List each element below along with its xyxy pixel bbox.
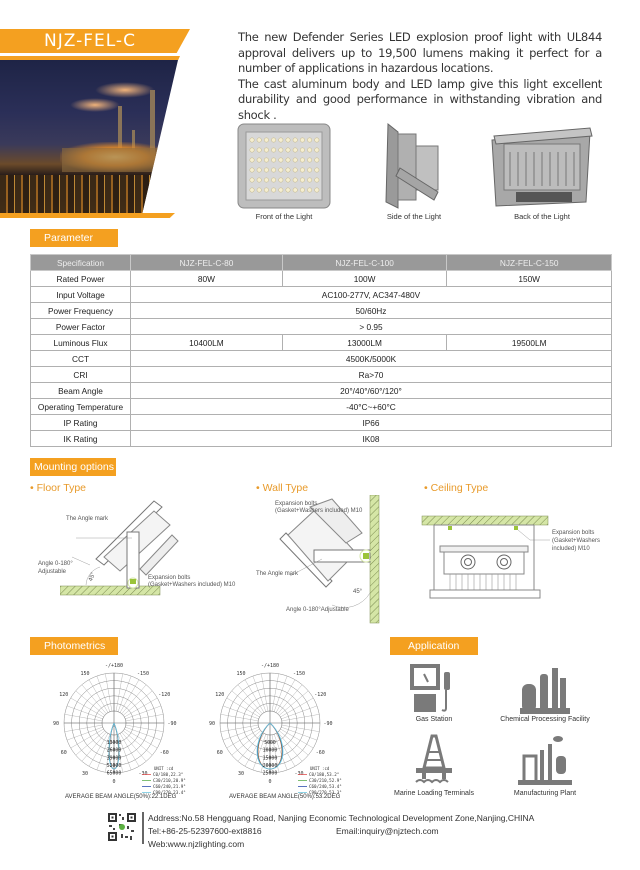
spec-header-cell: NJZ-FEL-C-80 (131, 255, 283, 271)
spec-row-label: CRI (31, 367, 131, 383)
polar-spoke (126, 714, 163, 721)
floor-mount-diagram (60, 495, 230, 605)
led-chip (293, 168, 297, 172)
polar-ring-label: 65000 (106, 771, 122, 777)
footer-web[interactable]: Web:www.njzlighting.com (148, 839, 245, 849)
parameter-section-tab: Parameter (30, 229, 118, 247)
polar-angle-label: 30 (81, 771, 89, 778)
spec-table-row (31, 367, 612, 383)
spec-value-cell: AC100-277V, AC347-480V (131, 287, 612, 303)
led-chip (250, 188, 254, 192)
led-chip (257, 178, 261, 182)
factory-icon (518, 734, 572, 786)
polar-angle-label: -/+180 (260, 663, 280, 669)
polar-legend-entry: C90/270,53.3° (309, 790, 342, 795)
caption-front: Front of the Light (255, 212, 313, 221)
polar-angle-label: -90 (167, 721, 177, 727)
application-chemical-label: Chemical Processing Facility (500, 716, 590, 723)
led-chip (271, 158, 275, 162)
led-chip (293, 188, 297, 192)
wall-bolts-label-1: Expansion bolts (275, 501, 318, 507)
light-back-image (486, 122, 596, 210)
spec-value-cell: Ra>70 (131, 367, 612, 383)
ceiling-bolts-label-1: Expansion bolts (552, 530, 595, 536)
water-reflection (0, 175, 178, 213)
photometrics-section-tab: Photometrics (30, 637, 118, 655)
spec-row-label: Input Voltage (31, 287, 131, 303)
application-manufacturing-label: Manufacturing Plant (513, 790, 577, 797)
spec-value-cell: > 0.95 (131, 319, 612, 335)
polar-angle-label: -150 (136, 670, 150, 677)
spec-table (30, 254, 612, 447)
plant-building (62, 148, 162, 172)
application-section-tab: Application (390, 637, 478, 655)
spec-row-label: CCT (31, 351, 131, 367)
application-marine-label: Marine Loading Terminals (393, 790, 475, 797)
polar-angle-label: -120 (314, 692, 327, 698)
spec-value-cell: 150W (447, 271, 612, 287)
polar-spoke (65, 725, 102, 732)
led-chip (286, 138, 290, 142)
spec-table-row (31, 335, 612, 351)
spec-row-label: Power Frequency (31, 303, 131, 319)
footer-address: Address:No.58 Hengguang Road, Nanjing Economic Technological Development Zone,Nanjing,CHINA (148, 813, 535, 823)
spec-row-label: Power Factor (31, 319, 131, 335)
wall-angle-value: 45° (353, 589, 363, 595)
led-chip (300, 158, 304, 162)
led-chip (315, 168, 319, 172)
led-chip (264, 158, 268, 162)
polar-chart-1-caption: AVERAGE BEAM ANGLE(50%):22.1DEG (65, 794, 177, 800)
led-chip (264, 188, 268, 192)
floor-angle-mark-label: The Angle mark (66, 516, 109, 522)
spec-value-cell: 80W (131, 271, 283, 287)
led-chip (307, 158, 311, 162)
mounting-section-tab: Mounting options (30, 458, 116, 476)
spec-row-label: Rated Power (31, 271, 131, 287)
polar-angle-label: -150 (292, 670, 306, 677)
spec-value-cell: 100W (282, 271, 447, 287)
led-chip (257, 168, 261, 172)
led-chip (264, 168, 268, 172)
spec-value-cell: 19500LM (447, 335, 612, 351)
polar-unit-label: UNIT :cd (310, 766, 330, 771)
led-chip (271, 168, 275, 172)
polar-ring-label: 10000 (262, 748, 278, 754)
polar-angle-label: 120 (59, 692, 69, 698)
led-chip (264, 138, 268, 142)
polar-legend-entry: C90/270,23.4° (153, 790, 186, 795)
polar-ring-label: 39000 (106, 756, 122, 762)
led-chip (300, 138, 304, 142)
led-chip (257, 188, 261, 192)
polar-angle-label: -60 (315, 750, 325, 756)
caption-back: Back of the Light (514, 212, 570, 221)
polar-unit-label: UNIT :cd (154, 766, 174, 771)
polar-spoke (65, 714, 102, 721)
polar-ring-label: 13000 (106, 741, 122, 747)
qr-code-icon (107, 812, 137, 842)
polar-spoke (282, 725, 319, 732)
led-chip (279, 178, 283, 182)
application-gas-station-label: Gas Station (415, 716, 453, 723)
led-chip (300, 148, 304, 152)
spec-value-cell: 4500K/5000K (131, 351, 612, 367)
spec-row-label: Beam Angle (31, 383, 131, 399)
spec-header-cell: NJZ-FEL-C-100 (282, 255, 447, 271)
polar-angle-label: 120 (215, 692, 225, 698)
floor-bolts-label-1: Expansion bolts (148, 575, 191, 581)
smoke-plume (70, 98, 120, 112)
led-chip (286, 188, 290, 192)
wall-angle-adjust-label: Angle 0-180°Adjustable (286, 607, 349, 613)
polar-legend-entry: C30/210,52.9° (309, 778, 342, 783)
spec-table-row (31, 383, 612, 399)
spec-table-row (31, 399, 612, 415)
led-chip (250, 138, 254, 142)
intro-paragraph-2: The cast aluminum body and LED lamp give this light excellent durability and good performance in withstanding vibration and shock . (238, 76, 602, 122)
led-chip (293, 148, 297, 152)
led-chip (307, 188, 311, 192)
footer-tel: Tel:+86-25-52397600-ext8816 (148, 826, 262, 836)
led-chip (315, 188, 319, 192)
led-chip (250, 168, 254, 172)
light-side-image (378, 122, 450, 210)
polar-angle-label: -30 (138, 771, 148, 778)
led-chip (257, 148, 261, 152)
led-chip (279, 158, 283, 162)
polar-spoke (221, 714, 258, 721)
intro-paragraph-1: The new Defender Series LED explosion proof light with UL844 approval delivers up to 19,500 lumens making it perfect for a number of applications in hazardous locations. (238, 30, 602, 75)
polar-legend-entry: C0/180,22.3° (153, 772, 184, 777)
led-chip (315, 158, 319, 162)
polar-spoke (282, 714, 319, 721)
led-chip (279, 138, 283, 142)
led-chip (271, 148, 275, 152)
wall-mount-diagram (270, 495, 385, 625)
floor-bolts-label-2: (Gasket+Washers included) M10 (148, 582, 236, 588)
led-chip (315, 178, 319, 182)
led-chip (271, 138, 275, 142)
polar-legend-entry: C30/210,20.9° (153, 778, 186, 783)
polar-ring-label: 26000 (106, 748, 122, 754)
led-chip (293, 158, 297, 162)
led-chip (264, 178, 268, 182)
polar-angle-label: 150 (236, 670, 246, 677)
led-chip (279, 148, 283, 152)
spec-row-label: IK Rating (31, 431, 131, 447)
polar-chart-2 (196, 660, 356, 795)
led-chip (300, 168, 304, 172)
spec-value-cell: -40°C~+60°C (131, 399, 612, 415)
spec-table-row (31, 431, 612, 447)
footer-divider (142, 812, 144, 844)
polar-ring-label: 25000 (262, 771, 278, 777)
wall-bolts-label-2: (Gasket+Washers included) M10 (275, 508, 363, 514)
polar-angle-label: 0 (112, 779, 116, 785)
led-chip (279, 168, 283, 172)
ceiling-type-heading: • Ceiling Type (424, 482, 489, 494)
polar-angle-label: -120 (158, 692, 171, 698)
led-chip (315, 138, 319, 142)
ceiling-mount-diagram (420, 510, 550, 610)
polar-angle-label: -30 (294, 771, 304, 778)
led-chip (250, 158, 254, 162)
polar-angle-label: 0 (268, 779, 272, 785)
product-title: NJZ-FEL-C (44, 31, 136, 51)
polar-legend-entry: C60/240,53.4° (309, 784, 342, 789)
spec-value-cell: 20°/40°/60°/120° (131, 383, 612, 399)
floor-angle-adjust-label-1: Angle 0-180° (38, 561, 73, 567)
wall-type-heading: • Wall Type (256, 482, 309, 494)
spec-table-header (31, 255, 612, 271)
led-chip (307, 148, 311, 152)
polar-angle-label: -60 (159, 750, 169, 756)
polar-legend-entry: C60/240,21.9° (153, 784, 186, 789)
spec-table-row (31, 287, 612, 303)
hero-photo-power-plant (0, 60, 178, 213)
led-chip (257, 158, 261, 162)
led-chip (286, 148, 290, 152)
floor-angle-value: 45° (88, 571, 97, 583)
spec-row-label: Luminous Flux (31, 335, 131, 351)
polar-angle-label: 60 (60, 750, 67, 756)
light-front-image (236, 122, 332, 210)
hero-bottom-bar (0, 213, 175, 218)
spec-table-row (31, 351, 612, 367)
spec-table-row (31, 319, 612, 335)
polar-spoke (105, 674, 112, 711)
ceiling-bolts-label-3: included) M10 (552, 546, 590, 552)
polar-spoke (126, 725, 163, 732)
footer-email[interactable]: Email:inquiry@njztech.com (336, 826, 439, 836)
led-chip (307, 178, 311, 182)
polar-angle-label: 90 (52, 721, 60, 727)
wall-angle-mark-label: The Angle mark (256, 571, 299, 577)
led-chip (293, 138, 297, 142)
spec-value-cell: 13000LM (282, 335, 447, 351)
polar-ring-label: 15000 (262, 756, 278, 762)
polar-angle-label: -/+180 (104, 663, 124, 669)
spec-table-row (31, 271, 612, 287)
led-chip (286, 158, 290, 162)
polar-ring-label: 20000 (262, 763, 278, 769)
ceiling-bolts-label-2: (Gasket+Washers (552, 538, 600, 544)
polar-chart-2-caption: AVERAGE BEAM ANGLE(50%):53.2DEG (229, 794, 341, 800)
spec-header-cell: NJZ-FEL-C-150 (447, 255, 612, 271)
led-chip (271, 178, 275, 182)
gas-station-icon (410, 664, 456, 714)
polar-spoke (221, 725, 258, 732)
polar-angle-label: 60 (216, 750, 223, 756)
spec-row-label: IP Rating (31, 415, 131, 431)
hero-divider (0, 56, 180, 60)
led-chip (271, 188, 275, 192)
polar-legend-entry: C0/180,53.2° (309, 772, 340, 777)
spec-value-cell: 50/60Hz (131, 303, 612, 319)
floor-type-heading: • Floor Type (30, 482, 87, 494)
polar-angle-label: 150 (80, 670, 90, 677)
oil-rig-icon (414, 734, 454, 786)
led-chip (300, 178, 304, 182)
led-chip (300, 188, 304, 192)
smoke-plume (95, 82, 155, 98)
led-chip (307, 168, 311, 172)
led-chip (315, 148, 319, 152)
led-chip (257, 138, 261, 142)
polar-angle-label: -90 (323, 721, 333, 727)
floor-angle-adjust-label-2: Adjustable (38, 569, 67, 575)
led-chip (250, 148, 254, 152)
polar-angle-label: 90 (208, 721, 216, 727)
spec-row-label: Operating Temperature (31, 399, 131, 415)
polar-ring-label: 52000 (106, 763, 122, 769)
spec-value-cell: 10400LM (131, 335, 283, 351)
led-chip (279, 188, 283, 192)
spec-table-row (31, 415, 612, 431)
spec-value-cell: IK08 (131, 431, 612, 447)
polar-angle-label: 30 (237, 771, 245, 778)
spec-table-row (31, 303, 612, 319)
polar-spoke (261, 674, 268, 711)
led-chip (250, 178, 254, 182)
spec-header-cell: Specification (31, 255, 131, 271)
led-chip (264, 148, 268, 152)
led-chip (293, 178, 297, 182)
led-chip (307, 138, 311, 142)
led-chip (286, 178, 290, 182)
polar-spoke (116, 674, 123, 711)
product-description (238, 30, 602, 123)
led-chip (286, 168, 290, 172)
spec-value-cell: IP66 (131, 415, 612, 431)
polar-chart-1 (40, 660, 200, 795)
caption-side: Side of the Light (386, 212, 442, 221)
polar-spoke (272, 674, 279, 711)
chemical-plant-icon (520, 664, 570, 714)
polar-ring-label: 5000 (264, 741, 276, 747)
